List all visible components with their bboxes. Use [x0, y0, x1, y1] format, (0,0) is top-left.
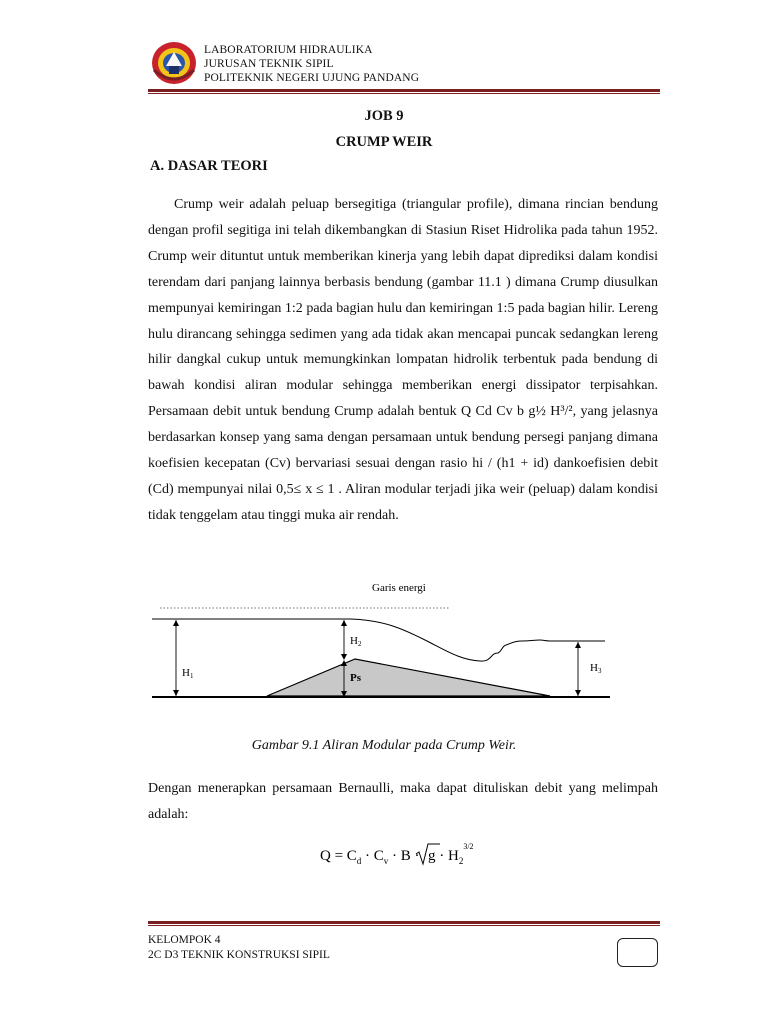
- page-header: [148, 40, 660, 96]
- formula-b: · B ·: [388, 848, 420, 864]
- page-footer: [148, 933, 330, 963]
- paragraph-text: Crump weir adalah peluap bersegitiga (triangular profile), dimana rincian bendung dengan profil segitiga ini telah dikembangkan di Stasiun Riset Hidrolika pada tahun 1952. Crump weir dituntut untuk memberikan kinerja yang lebih dapat diprediksi dalam kondisi terendam dari panjang lainnya berbasis bendung (gambar 11.1 ) dimana Crump diusulkan mempunyai kemiringan 1:2 pada bagian hulu dan kemiringan 1:5 pada bagian hilir. Lereng hulu dirancang sehingga sedimen yang ada tidak akan mencapai puncak sedangkan lereng hilir dangkal cukup untuk memungkinkan lompatan hidrolik terbentuk pada bendung di bawah kondisi aliran modular sehingga memberikan energi dissipator terpisahkan. Persamaan debit untuk bendung Crump adalah bentuk Q Cd Cv b g½ H³/², yang jelasnya berdasarkan konsep yang sama dengan persamaan untuk bendung persegi panjang dimana koefisien kecepatan (Cv) bervariasi sesuai dengan rasio hi / (h1 + id) dankoefisien debit (Cd) mempunyai nilai 0,5≤ x ≤ 1 . Aliran modular terjadi jika weir (peluap) dalam kondisi tidak tenggelam atau tinggi muka air rendah.: [148, 197, 658, 523]
- discharge-formula: [316, 840, 516, 874]
- bernoulli-paragraph: Dengan menerapkan persamaan Bernaulli, maka dapat dituliskan debit yang melimpah adalah:: [148, 781, 658, 822]
- header-line-1: LABORATORIUM HIDRAULIKA: [204, 44, 373, 56]
- formula-sub-d: d: [356, 856, 362, 866]
- header-rule: [148, 89, 660, 92]
- h3-arrow-bottom: [575, 690, 581, 696]
- h2-arrow-bottom: [341, 654, 347, 660]
- formula-sub-v: v: [383, 856, 389, 866]
- h1-arrow-top: [173, 620, 179, 626]
- page-title: CRUMP WEIR: [335, 134, 433, 150]
- formula-g: g: [428, 848, 436, 864]
- weir-body: [267, 659, 550, 696]
- ps-label: Ps: [350, 672, 361, 684]
- section-heading: A. DASAR TEORI: [150, 158, 268, 174]
- formula-sub-2: 2: [458, 856, 464, 866]
- header-rule-thin: [148, 93, 660, 94]
- page-number-box: [617, 938, 658, 967]
- svg-text:Q = Cd · Cv · B ·: [320, 848, 420, 866]
- header-line-3: POLITEKNIK NEGERI UJUNG PANDANG: [204, 72, 420, 84]
- h3-arrow-top: [575, 642, 581, 648]
- footer-rule: [148, 921, 660, 924]
- h2-arrow-top: [341, 620, 347, 626]
- institution-name: [204, 43, 419, 85]
- formula-h: · H: [435, 848, 459, 864]
- header-line-2: JURUSAN TEKNIK SIPIL: [204, 58, 334, 70]
- theory-paragraph: [148, 192, 658, 529]
- footer-rule-thin: [148, 925, 660, 926]
- h1-arrow-bottom: [173, 690, 179, 696]
- institution-logo: [150, 40, 198, 86]
- formula-cv: · C: [361, 848, 384, 864]
- figure-caption: Gambar 9.1 Aliran Modular pada Crump Weir.: [251, 738, 517, 753]
- energy-line-label: Garis energi: [372, 582, 426, 594]
- formula-q: Q = C: [320, 848, 357, 864]
- formula-exp: 3/2: [463, 842, 474, 851]
- job-number: JOB 9: [364, 108, 404, 124]
- h2-label: H2: [350, 635, 362, 648]
- flow-profile: [350, 619, 605, 661]
- footer-class: 2C D3 TEKNIK KONSTRUKSI SIPIL: [148, 949, 330, 961]
- crump-weir-figure: [150, 575, 618, 710]
- svg-text:g · H23/2: [428, 842, 474, 866]
- h1-label: H1: [182, 667, 194, 680]
- h3-label: H3: [590, 662, 602, 675]
- footer-group: KELOMPOK 4: [148, 934, 221, 946]
